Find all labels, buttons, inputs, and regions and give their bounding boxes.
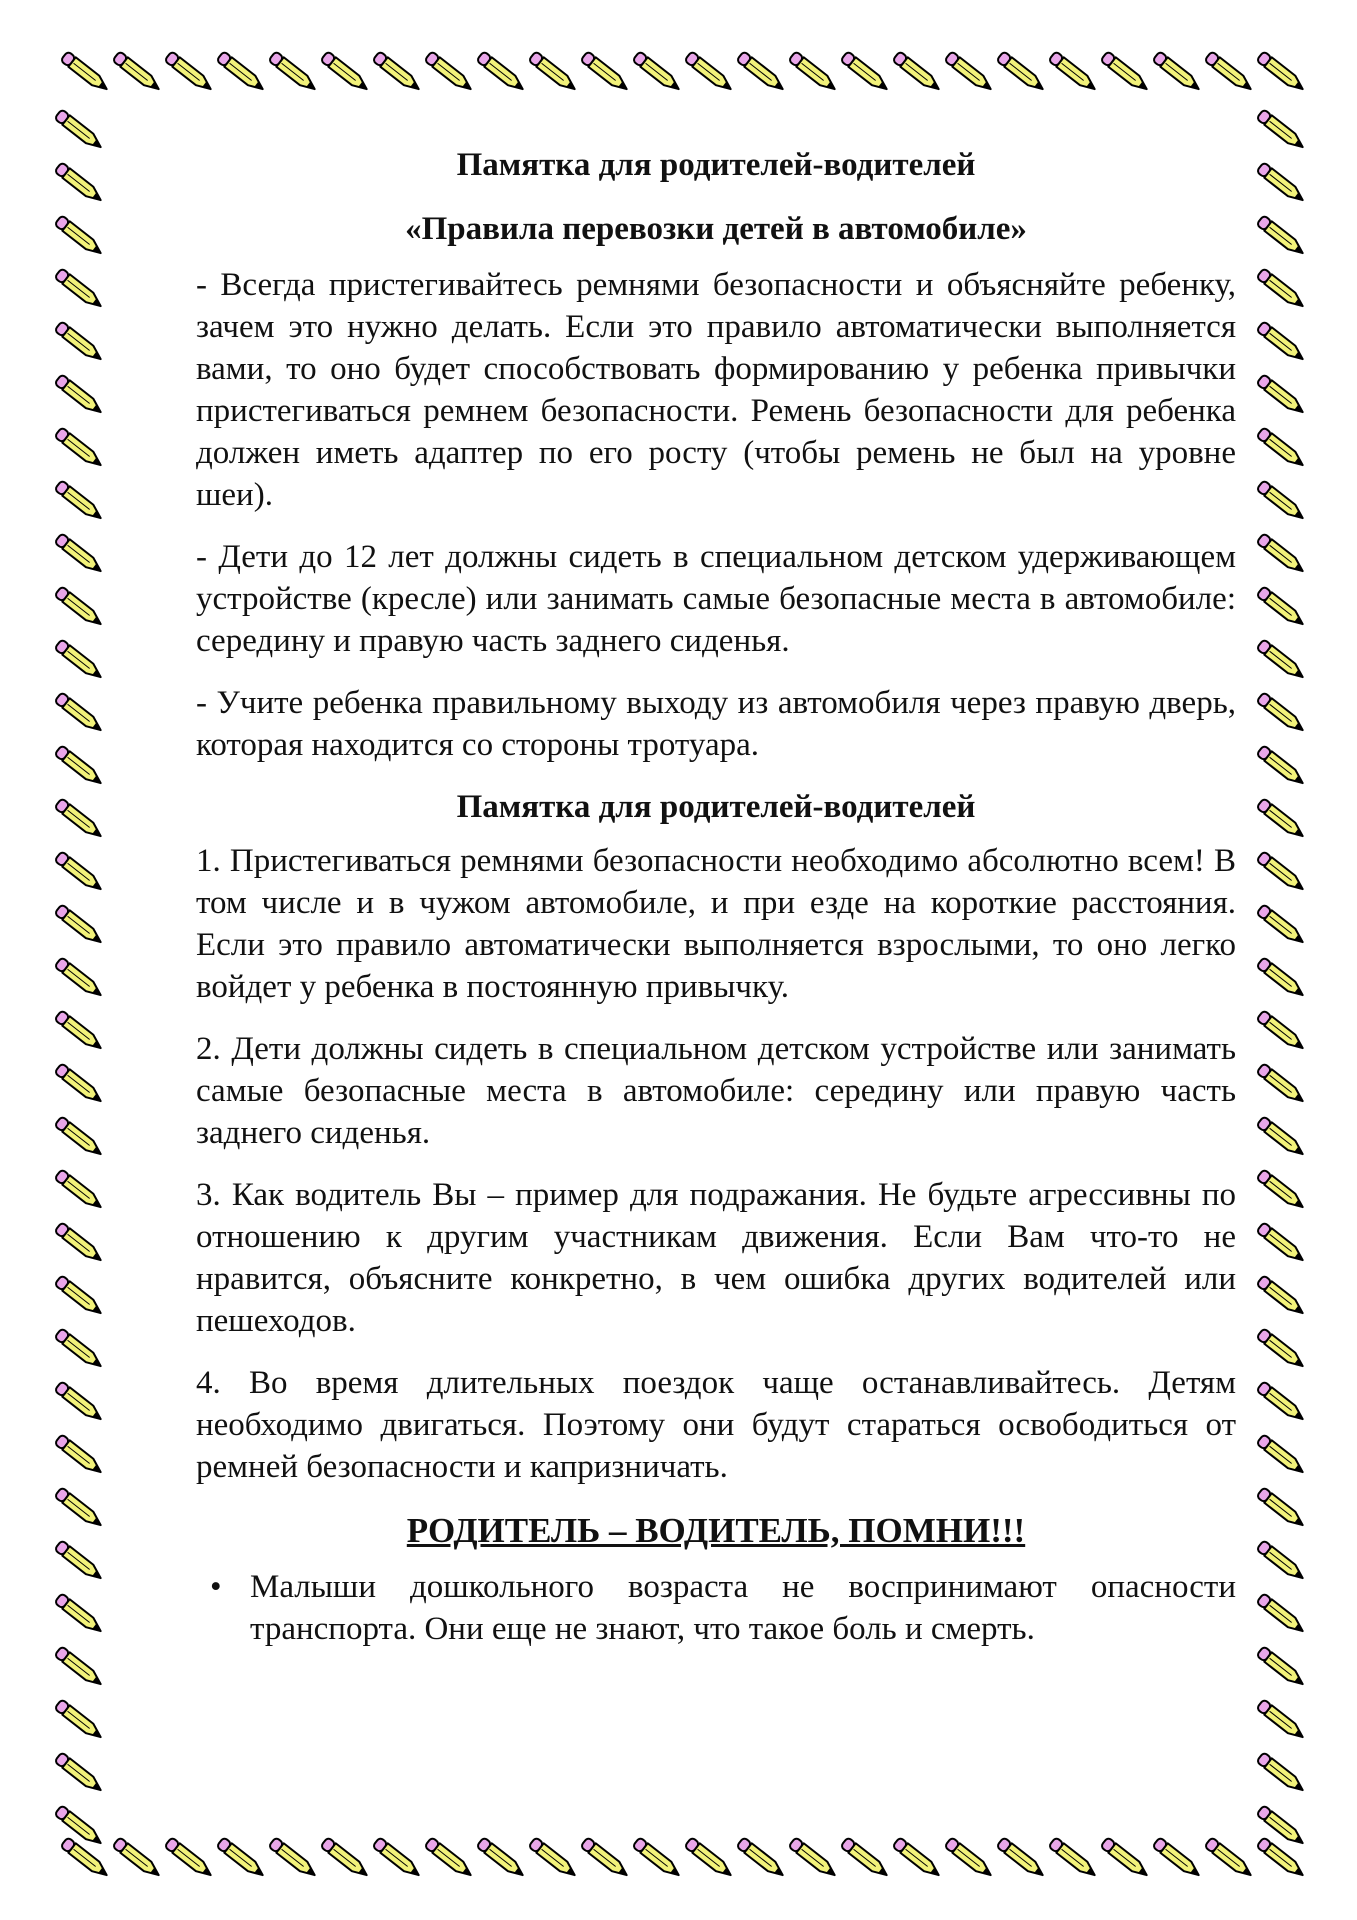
pencil-icon [528, 1837, 578, 1880]
numbered-paragraph: 3. Как водитель Вы – пример для подражания. Не будьте агрессивны по отношению к другим участникам движения. Если Вам что-то не нравится, объясните конкретно, в чем ошибка других водителей или пешеходов. [196, 1177, 1236, 1339]
numbered-paragraph: 2. Дети должны сидеть в специальном детском устройстве или занимать самые безопасные места в автомобиле: середину или правую часть заднего сиденья. [196, 1031, 1236, 1151]
pencil-icon [54, 215, 104, 258]
pencil-icon [54, 427, 104, 470]
pencil-icon [216, 1837, 266, 1880]
pencil-icon [1256, 321, 1306, 364]
pencil-icon [112, 1837, 162, 1880]
pencil-icon [1204, 1837, 1254, 1880]
pencil-icon [944, 1837, 994, 1880]
pencil-icon [1100, 51, 1150, 94]
pencil-icon [54, 268, 104, 311]
pencil-icon [1256, 1328, 1306, 1371]
pencil-icon [1256, 1222, 1306, 1265]
pencil-icon [424, 51, 474, 94]
pencil-icon [112, 51, 162, 94]
pencil-icon [54, 1328, 104, 1371]
pencil-icon [1256, 1487, 1306, 1530]
pencil-icon [1256, 1540, 1306, 1583]
pencil-icon [54, 957, 104, 1000]
paragraph: - Учите ребенка правильному выходу из автомобиля через правую дверь, которая находится со стороны тротуара. [196, 685, 1236, 763]
pencil-icon [1256, 480, 1306, 523]
pencil-icon [684, 1837, 734, 1880]
pencil-icon [528, 51, 578, 94]
pencil-icon [60, 1837, 110, 1880]
pencil-icon [54, 1646, 104, 1689]
pencil-icon [1256, 904, 1306, 947]
pencil-icon [54, 1116, 104, 1159]
pencil-icon [580, 51, 630, 94]
pencil-icon [1256, 1646, 1306, 1689]
page-title: Памятка для родителей-водителей [456, 147, 976, 183]
pencil-icon [54, 639, 104, 682]
pencil-icon [1256, 162, 1306, 205]
pencil-icon [54, 1222, 104, 1265]
pencil-icon [736, 1837, 786, 1880]
pencil-icon [164, 1837, 214, 1880]
list-item-text: Малыши дошкольного возраста не воспринимают опасности транспорта. Они еще не знают, что такое боль и смерть. [250, 1569, 1236, 1647]
pencil-icon [1256, 109, 1306, 152]
pencil-icon [1256, 745, 1306, 788]
pencil-icon [1256, 1699, 1306, 1742]
pencil-icon [60, 51, 110, 94]
pencil-icon [54, 480, 104, 523]
pencil-icon [684, 51, 734, 94]
pencil-icon [476, 51, 526, 94]
pencil-icon [54, 533, 104, 576]
pencil-icon [54, 1381, 104, 1424]
pencil-icon [1152, 51, 1202, 94]
numbered-paragraph: 1. Пристегиваться ремнями безопасности необходимо абсолютно всем! В том числе и в чужом автомобиле, и при езде на короткие расстояния. Если это правило автоматически выполняется взрослыми, то оно легко войдет у ребенка в постоянную привычку. [196, 843, 1236, 1005]
pencil-icon [54, 321, 104, 364]
pencil-icon [268, 1837, 318, 1880]
document-body [196, 144, 1236, 1650]
bullet-list [196, 1566, 1236, 1650]
numbered-paragraph: 4. Во время длительных поездок чаще останавливайтесь. Детям необходимо двигаться. Поэтому они будут стараться освободиться от ремней безопасности и капризничать. [196, 1365, 1236, 1485]
pencil-icon [1256, 1837, 1306, 1880]
pencil-icon [54, 374, 104, 417]
pencil-icon [580, 1837, 630, 1880]
pencil-icon [1256, 1434, 1306, 1477]
pencil-icon [54, 798, 104, 841]
pencil-icon [54, 109, 104, 152]
pencil-icon [54, 1540, 104, 1583]
pencil-icon [1256, 1593, 1306, 1636]
pencil-icon [1256, 215, 1306, 258]
pencil-icon [1048, 1837, 1098, 1880]
pencil-icon [54, 692, 104, 735]
pencil-icon [54, 1487, 104, 1530]
pencil-icon [54, 586, 104, 629]
pencil-icon [476, 1837, 526, 1880]
pencil-icon [320, 1837, 370, 1880]
pencil-icon [54, 904, 104, 947]
pencil-icon [1256, 1752, 1306, 1795]
pencil-icon [54, 1275, 104, 1318]
pencil-icon [54, 1805, 104, 1848]
pencil-icon [1256, 1010, 1306, 1053]
pencil-icon [1256, 1063, 1306, 1106]
pencil-icon [54, 851, 104, 894]
pencil-icon [1256, 957, 1306, 1000]
pencil-icon [996, 1837, 1046, 1880]
pencil-icon [372, 1837, 422, 1880]
pencil-icon [1256, 851, 1306, 894]
pencil-icon [1152, 1837, 1202, 1880]
pencil-icon [1256, 692, 1306, 735]
pencil-icon [1256, 798, 1306, 841]
pencil-icon [892, 1837, 942, 1880]
pencil-icon [54, 1010, 104, 1053]
pencil-icon [840, 1837, 890, 1880]
pencil-icon [54, 1169, 104, 1212]
pencil-icon [54, 162, 104, 205]
remember-heading: РОДИТЕЛЬ – ВОДИТЕЛЬ, ПОМНИ!!! [406, 1511, 1026, 1550]
pencil-icon [54, 745, 104, 788]
pencil-icon [54, 1593, 104, 1636]
paragraph: - Дети до 12 лет должны сидеть в специальном детском удерживающем устройстве (кресле) или занимать самые безопасные места в автомобиле: середину и правую часть заднего сиденья. [196, 539, 1236, 659]
pencil-icon [1256, 1275, 1306, 1318]
pencil-icon [1256, 639, 1306, 682]
paragraph: - Всегда пристегивайтесь ремнями безопасности и объясняйте ребенку, зачем это нужно делать. Если это правило автоматически выполняется вами, то оно будет способствовать формированию у ребенка привычки пристегиваться ремнем безопасности. Ремень безопасности для ребенка должен иметь адаптер по его росту (чтобы ремень не был на уровне шеи). [196, 267, 1236, 513]
pencil-icon [892, 51, 942, 94]
page-subtitle: «Правила перевозки детей в автомобиле» [405, 211, 1027, 247]
pencil-icon [268, 51, 318, 94]
pencil-icon [1256, 1116, 1306, 1159]
pencil-icon [1256, 268, 1306, 311]
pencil-icon [1256, 51, 1306, 94]
pencil-icon [54, 1434, 104, 1477]
pencil-icon [1256, 374, 1306, 417]
pencil-icon [1100, 1837, 1150, 1880]
pencil-icon [424, 1837, 474, 1880]
pencil-icon [54, 1752, 104, 1795]
pencil-icon [736, 51, 786, 94]
pencil-icon [1256, 427, 1306, 470]
pencil-icon [54, 1063, 104, 1106]
pencil-icon [372, 51, 422, 94]
pencil-icon [216, 51, 266, 94]
pencil-icon [1204, 51, 1254, 94]
bullet-icon: • [210, 1569, 222, 1605]
pencil-icon [1256, 1169, 1306, 1212]
pencil-icon [788, 51, 838, 94]
list-item [196, 1566, 1236, 1650]
pencil-icon [1256, 533, 1306, 576]
pencil-icon [164, 51, 214, 94]
pencil-icon [632, 51, 682, 94]
pencil-icon [1048, 51, 1098, 94]
pencil-icon [788, 1837, 838, 1880]
pencil-icon [632, 1837, 682, 1880]
pencil-icon [1256, 1381, 1306, 1424]
section-title: Памятка для родителей-водителей [456, 789, 976, 825]
pencil-icon [1256, 586, 1306, 629]
pencil-icon [840, 51, 890, 94]
pencil-icon [54, 1699, 104, 1742]
pencil-icon [996, 51, 1046, 94]
pencil-icon [320, 51, 370, 94]
pencil-icon [944, 51, 994, 94]
